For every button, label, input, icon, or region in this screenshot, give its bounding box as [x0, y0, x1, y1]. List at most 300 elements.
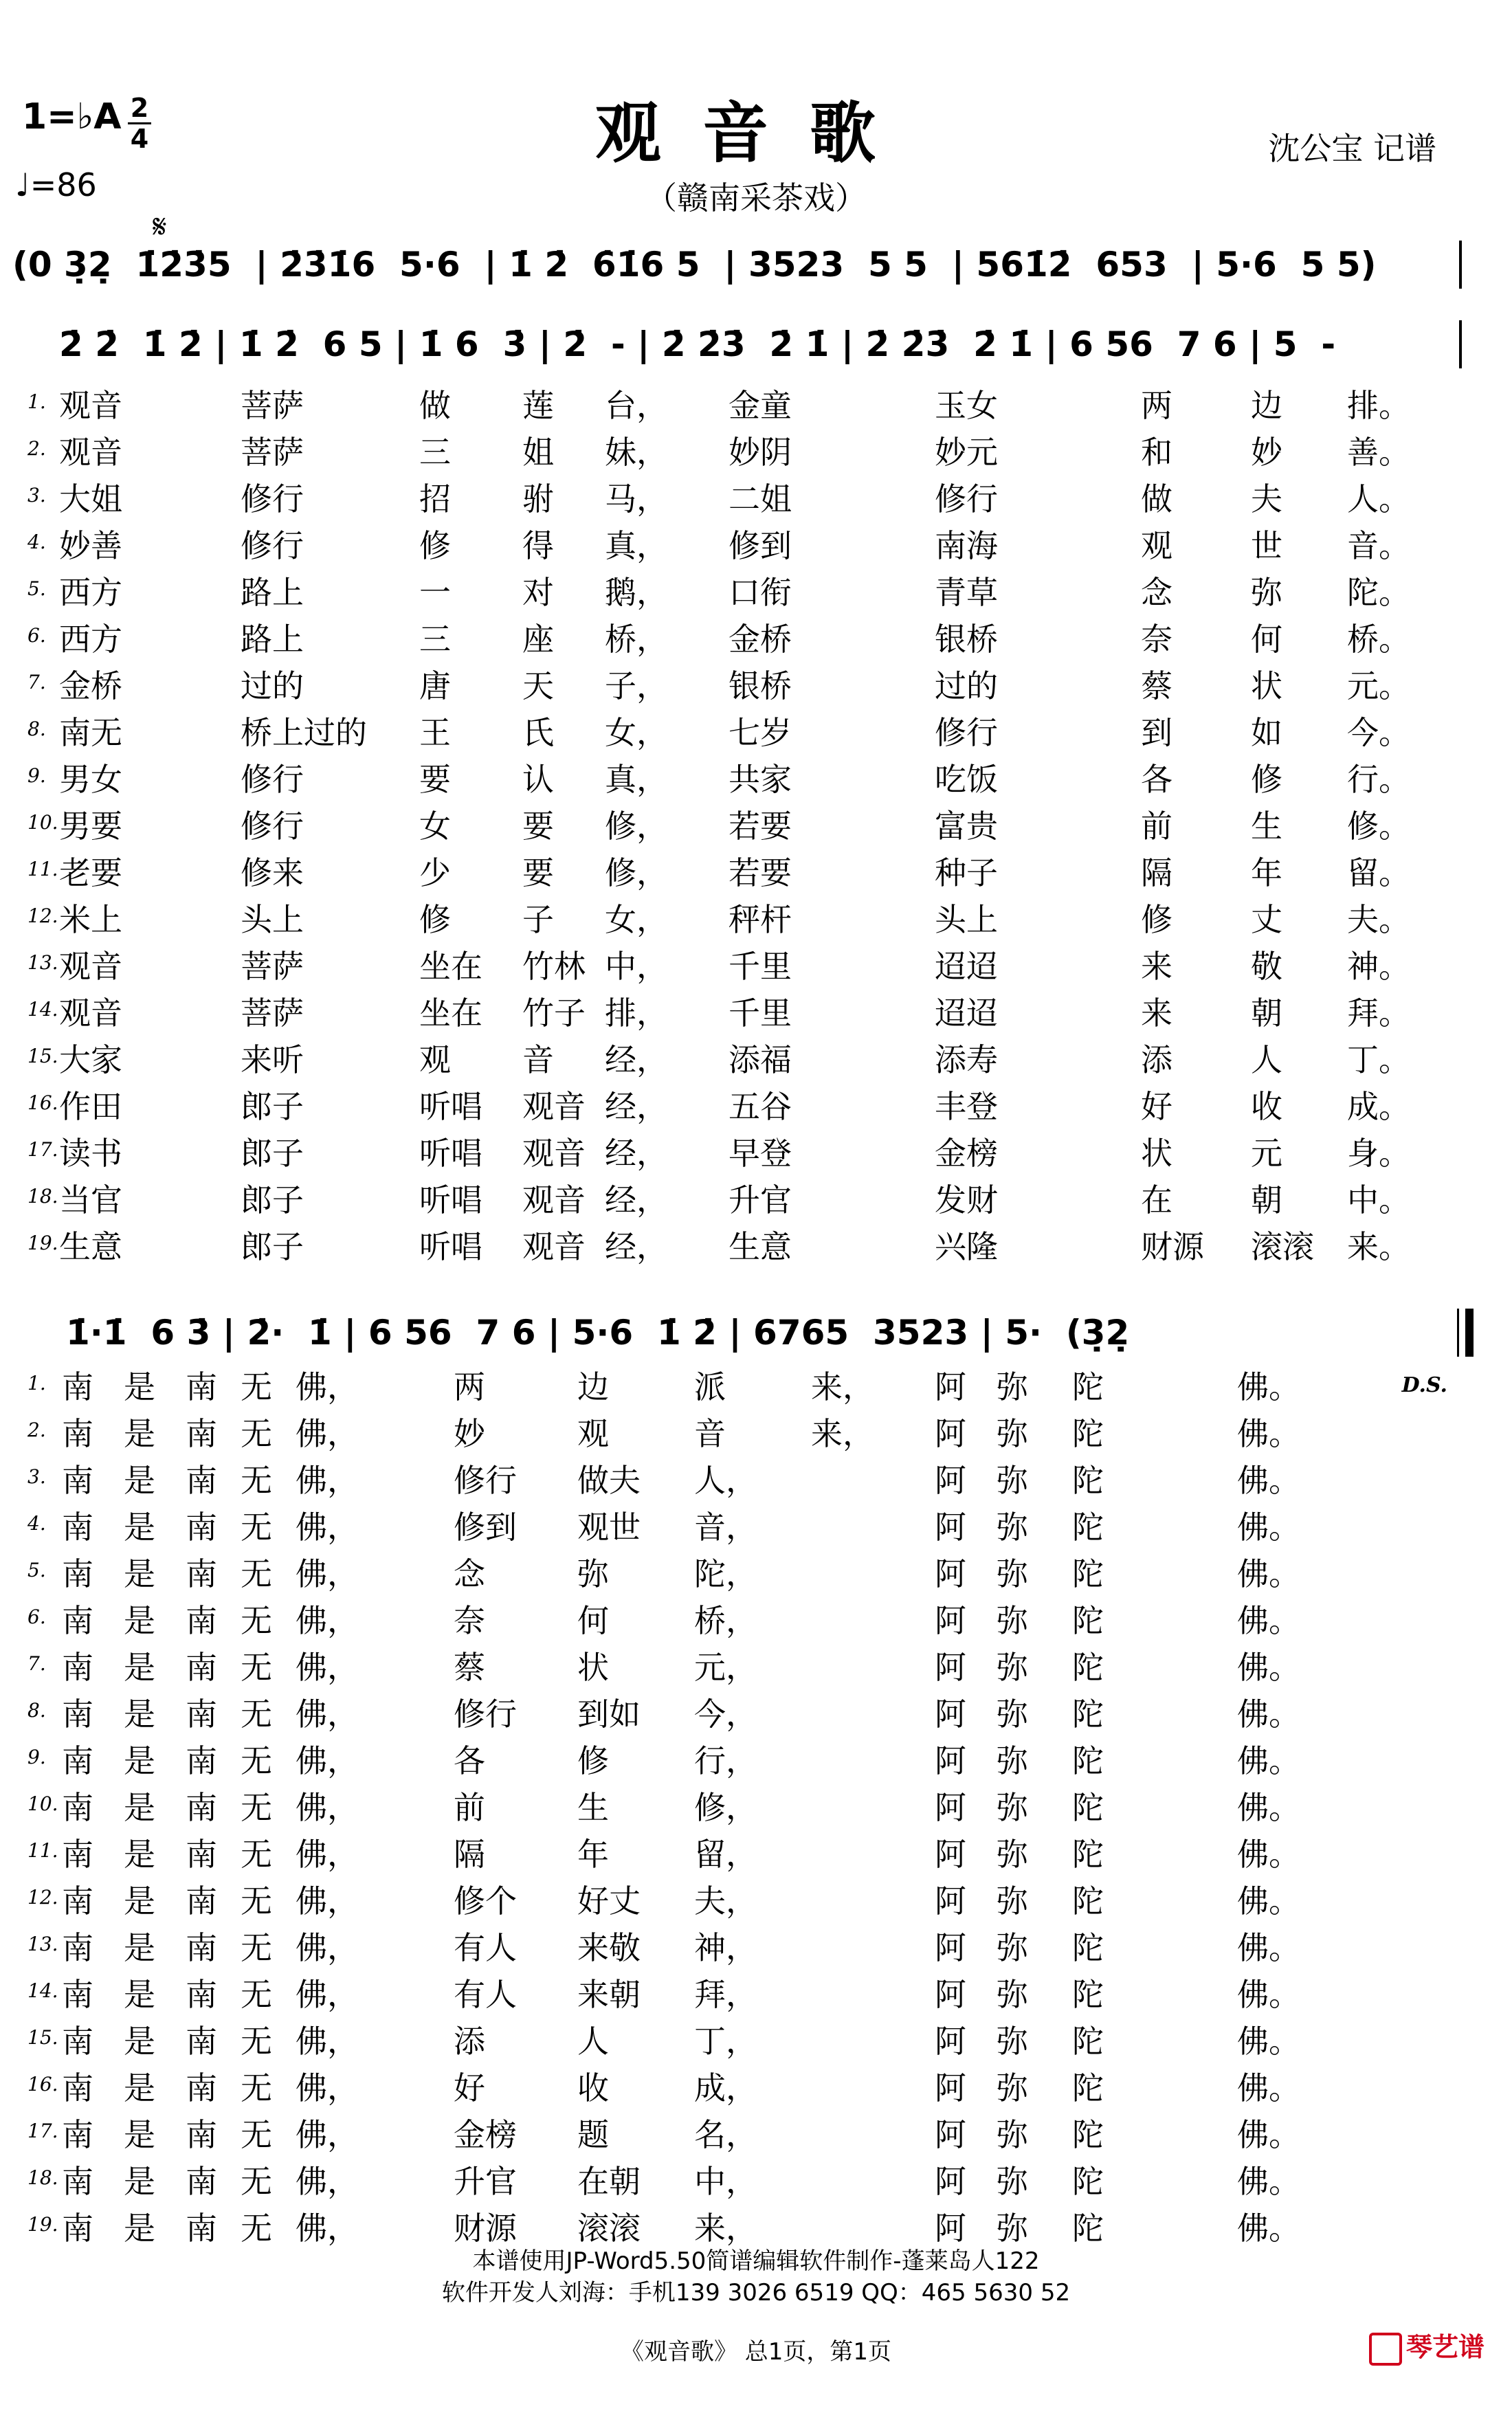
- lyric-word: 无: [241, 1696, 272, 1733]
- lyric-word: 无: [241, 1649, 272, 1686]
- lyric-word: 今，: [694, 1696, 757, 1733]
- lyric-word: 当官: [59, 1181, 122, 1219]
- lyric-word: 是: [124, 1555, 155, 1592]
- lyric-word: 来，: [694, 2210, 757, 2247]
- lyric-word: 修，: [605, 808, 668, 845]
- lyric-word: 金桥: [59, 667, 122, 704]
- lyric-word: 南: [62, 2163, 93, 2200]
- lyric-word: 妙阴: [729, 434, 792, 471]
- lyric-word: 身。: [1347, 1135, 1410, 1172]
- verse-number: 2.: [27, 437, 46, 460]
- verse-number: 15.: [27, 2026, 58, 2049]
- lyric-word: 经，: [605, 1041, 668, 1078]
- lyric-row: [0, 751, 1512, 797]
- lyric-word: 陀: [1072, 2023, 1104, 2060]
- lyric-word: 迢迢: [935, 948, 998, 985]
- lyric-word: 一: [419, 574, 451, 611]
- lyric-word: 是: [124, 1696, 155, 1733]
- verse-number: 2.: [27, 1419, 46, 1441]
- lyric-word: 无: [241, 1415, 272, 1452]
- lyric-row: [0, 2012, 1512, 2059]
- lyric-word: 南无: [59, 714, 122, 751]
- verse-number: 14.: [27, 1979, 58, 2002]
- lyric-word: 莲: [522, 387, 554, 424]
- lyric-word: 修: [577, 1742, 609, 1779]
- lyric-row: [0, 1124, 1512, 1171]
- lyric-row: [0, 1872, 1512, 1919]
- lyric-word: 修个: [454, 1882, 517, 1920]
- lyric-word: 无: [241, 1368, 272, 1406]
- lyric-word: 生: [1251, 808, 1282, 845]
- lyric-word: 佛，: [296, 1929, 359, 1966]
- lyric-word: 音，: [694, 1509, 757, 1546]
- lyric-word: 南: [186, 1976, 217, 2013]
- lyric-word: 无: [241, 1462, 272, 1499]
- lyric-word: 到: [1141, 714, 1172, 751]
- refrain-notation-line: 1̇·1̇ 6 3̇ | 2̇· 1̇ | 6 56 7 6 | 5·6 1̇ 2̇ | 6765 3523 | 5· (3̣2̣: [66, 1313, 1130, 1353]
- lyric-word: 南: [62, 2069, 93, 2107]
- lyric-word: 佛。: [1237, 2163, 1300, 2200]
- lyric-word: 修行: [935, 714, 998, 751]
- lyric-word: 前: [454, 1789, 485, 1826]
- lyric-word: 夫。: [1347, 901, 1410, 938]
- lyric-word: 收: [577, 2069, 609, 2107]
- lyric-word: 修行: [241, 527, 304, 564]
- verse-number: 8.: [27, 718, 46, 740]
- verse-number: 16.: [27, 2073, 58, 2096]
- lyric-row: [0, 657, 1512, 704]
- lyric-word: 修来: [241, 854, 304, 891]
- lyric-word: 唐: [419, 667, 451, 704]
- lyric-word: 在朝: [577, 2163, 641, 2200]
- lyric-word: 无: [241, 1836, 272, 1873]
- lyric-word: 两: [1141, 387, 1172, 424]
- lyric-word: 佛。: [1237, 1462, 1300, 1499]
- lyric-word: 陀: [1072, 1649, 1104, 1686]
- lyric-word: 何: [577, 1602, 609, 1639]
- lyric-word: 是: [124, 1415, 155, 1452]
- key-signature: 1=♭A: [22, 96, 122, 137]
- lyric-word: 阿: [935, 2163, 966, 2200]
- lyric-word: 两: [454, 1368, 485, 1406]
- lyric-word: 姐: [522, 434, 554, 471]
- final-thin-barline: [1457, 1309, 1459, 1357]
- lyric-word: 佛，: [296, 1649, 359, 1686]
- lyric-word: 无: [241, 1976, 272, 2013]
- lyric-word: 陀。: [1347, 574, 1410, 611]
- lyric-row: [0, 891, 1512, 937]
- lyric-word: 添: [454, 2023, 485, 2060]
- verse-number: 18.: [27, 2166, 58, 2189]
- verse-number: 5.: [27, 1559, 46, 1581]
- lyric-word: 修，: [694, 1789, 757, 1826]
- lyric-word: 南: [62, 1415, 93, 1452]
- lyric-word: 行，: [694, 1742, 757, 1779]
- lyric-word: 修行: [454, 1696, 517, 1733]
- lyric-word: 吃饭: [935, 761, 998, 798]
- time-signature-bottom: 4: [130, 124, 149, 154]
- lyric-word: 郎子: [241, 1181, 304, 1219]
- lyric-word: 添寿: [935, 1041, 998, 1078]
- lyric-word: 南: [62, 1602, 93, 1639]
- lyric-word: 陀: [1072, 1836, 1104, 1873]
- lyric-row: [0, 470, 1512, 517]
- lyric-row: [0, 1732, 1512, 1779]
- lyric-word: 有人: [454, 1929, 517, 1966]
- lyric-word: 佛，: [296, 1462, 359, 1499]
- lyric-word: 银桥: [935, 621, 998, 658]
- lyric-word: 鹅，: [605, 574, 668, 611]
- lyric-word: 拜。: [1347, 995, 1410, 1032]
- lyric-word: 佛。: [1237, 1415, 1300, 1452]
- lyric-word: 早登: [729, 1135, 792, 1172]
- lyric-word: 菩萨: [241, 948, 304, 985]
- lyric-word: 财源: [454, 2210, 517, 2247]
- lyric-word: 年: [577, 1836, 609, 1873]
- lyric-word: 南: [62, 1789, 93, 1826]
- lyric-word: 郎子: [241, 1135, 304, 1172]
- lyric-word: 真，: [605, 761, 668, 798]
- lyric-word: 富贵: [935, 808, 998, 845]
- logo-icon: [1369, 2333, 1402, 2366]
- verse-number: 1.: [27, 390, 46, 413]
- lyric-word: 丈: [1251, 901, 1282, 938]
- lyric-word: 听唱: [419, 1135, 482, 1172]
- lyric-word: 是: [124, 1649, 155, 1686]
- lyric-word: 头上: [241, 901, 304, 938]
- lyric-word: 观音: [59, 948, 122, 985]
- verse-number: 3.: [27, 484, 46, 507]
- lyric-word: 音: [694, 1415, 726, 1452]
- lyric-word: 弥: [997, 1555, 1028, 1592]
- lyric-word: 佛。: [1237, 2069, 1300, 2107]
- lyric-word: 菩萨: [241, 434, 304, 471]
- lyric-word: 佛。: [1237, 1555, 1300, 1592]
- lyric-word: 西方: [59, 621, 122, 658]
- lyric-word: 阿: [935, 2069, 966, 2107]
- lyric-word: 修行: [935, 480, 998, 518]
- lyric-word: 马，: [605, 480, 668, 518]
- lyric-word: 南: [62, 1555, 93, 1592]
- lyric-word: 滚滚: [1251, 1228, 1314, 1265]
- lyric-word: 无: [241, 2116, 272, 2153]
- lyric-word: 修: [1141, 901, 1172, 938]
- lyric-word: 弥: [997, 2116, 1028, 2153]
- lyric-word: 金桥: [729, 621, 792, 658]
- lyric-word: 来敬: [577, 1929, 641, 1966]
- lyric-word: 各: [454, 1742, 485, 1779]
- lyric-word: 陀: [1072, 1882, 1104, 1920]
- lyric-word: 人，: [694, 1462, 757, 1499]
- lyric-word: 奈: [454, 1602, 485, 1639]
- lyric-word: 做: [419, 387, 451, 424]
- lyric-word: 经，: [605, 1088, 668, 1125]
- lyric-word: 南: [62, 1696, 93, 1733]
- lyric-word: 郎子: [241, 1088, 304, 1125]
- lyric-row: [0, 1498, 1512, 1545]
- lyric-row: [0, 1779, 1512, 1825]
- verse-number: 5.: [27, 577, 46, 600]
- lyric-word: 竹子: [522, 995, 586, 1032]
- lyric-word: 是: [124, 2116, 155, 2153]
- lyric-word: 是: [124, 2069, 155, 2107]
- lyric-word: 敬: [1251, 948, 1282, 985]
- lyric-word: 阿: [935, 1836, 966, 1873]
- lyric-word: 是: [124, 1976, 155, 2013]
- lyric-word: 南: [186, 1368, 217, 1406]
- lyric-word: 升官: [454, 2163, 517, 2200]
- lyric-word: 南: [62, 1509, 93, 1546]
- lyric-word: 弥: [997, 1882, 1028, 1920]
- lyric-word: 桥，: [694, 1602, 757, 1639]
- lyric-word: 观音: [522, 1135, 586, 1172]
- lyric-word: 南: [186, 1555, 217, 1592]
- lyric-word: 陀: [1072, 1929, 1104, 1966]
- tempo-marking: ♩=86: [15, 166, 97, 203]
- verse-number: 16.: [27, 1091, 58, 1114]
- lyric-word: 做夫: [577, 1462, 641, 1499]
- lyric-word: 添: [1141, 1041, 1172, 1078]
- lyric-word: 佛，: [296, 2210, 359, 2247]
- lyric-word: 佛。: [1237, 1742, 1300, 1779]
- lyric-word: 佛，: [296, 1742, 359, 1779]
- lyric-word: 佛，: [296, 1415, 359, 1452]
- lyric-word: 佛，: [296, 1509, 359, 1546]
- lyric-word: 弥: [1251, 574, 1282, 611]
- verse-number: 10.: [27, 1792, 58, 1815]
- lyric-word: 弥: [997, 1836, 1028, 1873]
- lyric-word: 留，: [694, 1836, 757, 1873]
- lyric-word: 元，: [694, 1649, 757, 1686]
- lyric-row: [0, 2106, 1512, 2153]
- lyric-word: 人: [1251, 1041, 1282, 1078]
- lyric-word: 千里: [729, 948, 792, 985]
- lyric-word: 氏: [522, 714, 554, 751]
- lyric-word: 陀: [1072, 2163, 1104, 2200]
- lyric-word: 过的: [935, 667, 998, 704]
- verse-number: 11.: [27, 1839, 58, 1862]
- lyric-row: [0, 1685, 1512, 1732]
- lyric-word: 西方: [59, 574, 122, 611]
- lyric-word: 佛，: [296, 1602, 359, 1639]
- lyric-word: 无: [241, 2069, 272, 2107]
- lyric-word: 佛。: [1237, 2210, 1300, 2247]
- lyric-word: 好: [454, 2069, 485, 2107]
- lyric-word: 朝: [1251, 1181, 1282, 1219]
- segno-icon: 𝄋: [153, 208, 167, 246]
- lyric-word: 三: [419, 434, 451, 471]
- lyric-row: [0, 1218, 1512, 1265]
- lyric-word: 观音: [522, 1228, 586, 1265]
- verse-number: 17.: [27, 1138, 58, 1161]
- lyric-word: 南: [62, 1742, 93, 1779]
- lyric-word: 拜，: [694, 1976, 757, 2013]
- lyric-word: 修: [419, 901, 451, 938]
- lyric-row: [0, 1919, 1512, 1966]
- lyric-word: 音。: [1347, 527, 1410, 564]
- verse-number: 4.: [27, 1512, 46, 1535]
- lyric-row: [0, 517, 1512, 564]
- song-title: 观音歌: [595, 94, 917, 172]
- lyric-word: 南: [62, 2023, 93, 2060]
- lyric-word: 修: [419, 527, 451, 564]
- lyric-word: 丁。: [1347, 1041, 1410, 1078]
- lyric-word: 来朝: [577, 1976, 641, 2013]
- lyric-word: 是: [124, 2023, 155, 2060]
- arranger-credit: 沈公宝 记谱: [1268, 130, 1436, 167]
- lyric-word: 来。: [1347, 1228, 1410, 1265]
- lyric-word: 南: [62, 1462, 93, 1499]
- lyric-word: 元。: [1347, 667, 1410, 704]
- lyric-word: 对: [522, 574, 554, 611]
- lyric-word: 青草: [935, 574, 998, 611]
- lyric-word: 和: [1141, 434, 1172, 471]
- lyric-word: 到如: [577, 1696, 641, 1733]
- lyric-word: 行。: [1347, 761, 1410, 798]
- lyric-word: 修到: [454, 1509, 517, 1546]
- lyric-word: 阿: [935, 1368, 966, 1406]
- verse-notation-line: 2̇ 2̇ 1̇ 2̇ | 1̇ 2̇ 6 5 | 1̇ 6 3̇ | 2̇ - | 2̇ 2̇3̇ 2̇ 1̇ | 2̇ 2̇3̇ 2̇ 1̇ | 6 56 7 6 | 5 -: [59, 324, 1336, 364]
- lyric-word: 要: [419, 761, 451, 798]
- lyric-word: 有人: [454, 1976, 517, 2013]
- lyric-word: 好丈: [577, 1882, 641, 1920]
- lyric-word: 三: [419, 621, 451, 658]
- lyric-word: 中。: [1347, 1181, 1410, 1219]
- lyric-word: 佛。: [1237, 1602, 1300, 1639]
- lyric-word: 陀: [1072, 1602, 1104, 1639]
- lyric-word: 观音: [522, 1088, 586, 1125]
- verse-number: 1.: [27, 1372, 46, 1395]
- lyric-word: 路上: [241, 621, 304, 658]
- lyric-word: 做: [1141, 480, 1172, 518]
- lyric-word: 种子: [935, 854, 998, 891]
- verse-number: 9.: [27, 1746, 46, 1768]
- lyric-word: 七岁: [729, 714, 792, 751]
- lyric-word: 前: [1141, 808, 1172, 845]
- lyric-word: 招: [419, 480, 451, 518]
- lyric-word: 坐在: [419, 948, 482, 985]
- site-logo[interactable]: [1369, 2326, 1485, 2366]
- lyric-word: 陀: [1072, 1368, 1104, 1406]
- lyric-word: 升官: [729, 1181, 792, 1219]
- verse-end-barline: [1459, 320, 1462, 368]
- verse-number: 19.: [27, 1232, 58, 1254]
- lyric-word: 是: [124, 1929, 155, 1966]
- lyric-word: 陀: [1072, 1789, 1104, 1826]
- lyric-word: 阿: [935, 1696, 966, 1733]
- lyric-word: 观音: [59, 434, 122, 471]
- lyric-word: 生意: [729, 1228, 792, 1265]
- lyric-row: [0, 1592, 1512, 1638]
- lyric-word: 玉女: [935, 387, 998, 424]
- lyric-word: 子，: [605, 667, 668, 704]
- lyric-word: 是: [124, 1882, 155, 1920]
- lyric-word: 大家: [59, 1041, 122, 1078]
- lyric-word: 是: [124, 2163, 155, 2200]
- lyric-word: 南: [186, 1462, 217, 1499]
- lyric-word: 路上: [241, 574, 304, 611]
- lyric-row: [0, 1078, 1512, 1124]
- lyric-word: 陀: [1072, 2069, 1104, 2107]
- lyric-word: 无: [241, 1742, 272, 1779]
- lyric-word: 女，: [605, 901, 668, 938]
- lyric-word: 佛。: [1237, 1368, 1300, 1406]
- lyric-word: 郎子: [241, 1228, 304, 1265]
- lyric-word: 阿: [935, 1555, 966, 1592]
- lyric-word: 留。: [1347, 854, 1410, 891]
- lyric-word: 阿: [935, 1415, 966, 1452]
- verse-number: 8.: [27, 1699, 46, 1722]
- verse-number: 4.: [27, 531, 46, 553]
- lyric-word: 弥: [997, 1696, 1028, 1733]
- lyric-word: 弥: [997, 1415, 1028, 1452]
- lyric-word: 女，: [605, 714, 668, 751]
- lyric-word: 佛。: [1237, 1509, 1300, 1546]
- lyric-word: 年: [1251, 854, 1282, 891]
- lyric-word: 无: [241, 1509, 272, 1546]
- verse-number: 7.: [27, 671, 46, 693]
- lyric-word: 南: [186, 1836, 217, 1873]
- lyric-word: 南: [186, 1602, 217, 1639]
- lyric-word: 弥: [997, 1976, 1028, 2013]
- lyric-word: 音: [522, 1041, 554, 1078]
- lyric-word: 修行: [454, 1462, 517, 1499]
- lyric-word: 阿: [935, 1509, 966, 1546]
- lyric-word: 佛。: [1237, 2023, 1300, 2060]
- lyric-word: 派: [694, 1368, 726, 1406]
- verse-number: 6.: [27, 1606, 46, 1628]
- lyric-word: 南: [186, 1509, 217, 1546]
- lyric-word: 朝: [1251, 995, 1282, 1032]
- lyric-word: 修。: [1347, 808, 1410, 845]
- verse-number: 10.: [27, 811, 58, 834]
- lyric-word: 南: [62, 1368, 93, 1406]
- lyric-word: 金榜: [454, 2116, 517, 2153]
- lyric-word: 阿: [935, 1462, 966, 1499]
- lyric-word: 是: [124, 1742, 155, 1779]
- lyric-word: 佛，: [296, 1836, 359, 1873]
- lyric-word: 陀: [1072, 1696, 1104, 1733]
- time-signature-top: 2: [130, 93, 149, 123]
- lyric-word: 真，: [605, 527, 668, 564]
- lyric-word: 隔: [1141, 854, 1172, 891]
- lyric-word: 念: [454, 1555, 485, 1592]
- developer-credit: 软件开发人刘海：手机139 3026 6519 QQ：465 5630 52: [441, 2279, 1071, 2307]
- lyric-word: 座: [522, 621, 554, 658]
- lyric-word: 要: [522, 808, 554, 845]
- lyric-word: 弥: [997, 1509, 1028, 1546]
- lyric-word: 善。: [1347, 434, 1410, 471]
- verse-number: 7.: [27, 1652, 46, 1675]
- lyric-word: 蔡: [1141, 667, 1172, 704]
- lyric-row: [0, 1966, 1512, 2012]
- lyric-word: 经，: [605, 1228, 668, 1265]
- lyric-word: 修行: [241, 480, 304, 518]
- lyric-word: 排，: [605, 995, 668, 1032]
- lyric-word: 如: [1251, 714, 1282, 751]
- lyric-word: 口衔: [729, 574, 792, 611]
- lyric-word: 弥: [997, 2023, 1028, 2060]
- lyric-word: 观音: [59, 387, 122, 424]
- lyric-word: 南: [186, 1415, 217, 1452]
- lyric-word: 阿: [935, 1649, 966, 1686]
- lyric-row: [0, 2199, 1512, 2246]
- lyric-word: 妙善: [59, 527, 122, 564]
- lyric-word: 弥: [997, 1602, 1028, 1639]
- lyric-row: [0, 610, 1512, 657]
- lyric-word: 是: [124, 1509, 155, 1546]
- lyric-word: 是: [124, 1789, 155, 1826]
